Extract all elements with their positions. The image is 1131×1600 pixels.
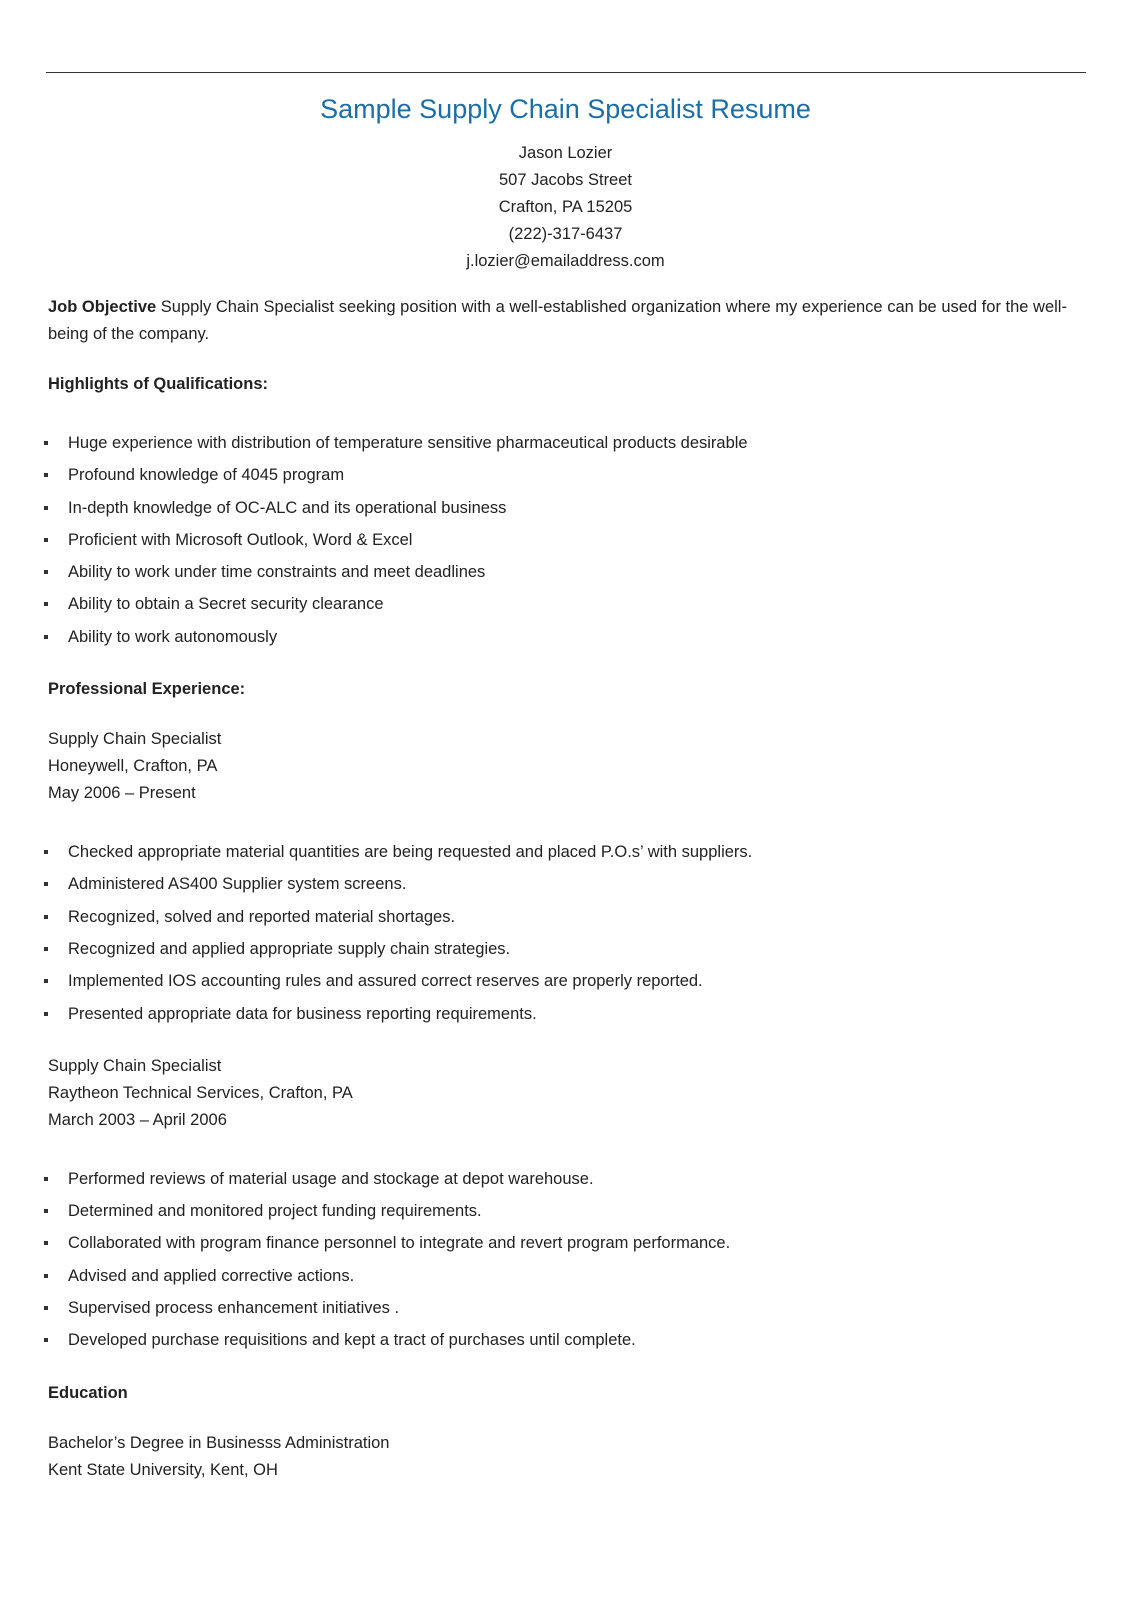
- list-item-text: Ability to work autonomously: [68, 627, 278, 646]
- contact-block: [0, 140, 1131, 275]
- bullet-icon: [44, 441, 48, 445]
- list-item: [48, 621, 1088, 653]
- list-item: [48, 965, 1088, 997]
- job-title: Supply Chain Specialist: [48, 730, 222, 749]
- contact-city-state-zip: Crafton, PA 15205: [498, 198, 633, 216]
- bullet-icon: [44, 473, 48, 477]
- bullet-icon: [44, 979, 48, 983]
- bullet-icon: [44, 506, 48, 510]
- bullet-icon: [44, 1241, 48, 1245]
- list-item: [48, 901, 1088, 933]
- list-item-text: Advised and applied corrective actions.: [68, 1266, 355, 1285]
- list-item: [48, 459, 1088, 491]
- list-item: [48, 1292, 1088, 1324]
- job-objective-label: Job Objective: [48, 298, 157, 316]
- list-item-text: Ability to work under time constraints and meet deadlines: [68, 563, 486, 582]
- list-item: [48, 836, 1088, 868]
- list-item-text: In-depth knowledge of OC-ALC and its operational business: [68, 498, 507, 517]
- bullet-icon: [44, 602, 48, 606]
- list-item: [48, 492, 1088, 524]
- education-entry: [48, 1430, 1088, 1484]
- highlights-list: [48, 427, 1088, 653]
- list-item-text: Profound knowledge of 4045 program: [68, 466, 345, 485]
- bullet-icon: [44, 947, 48, 951]
- list-item-text: Implemented IOS accounting rules and assured correct reserves are properly reported.: [68, 972, 703, 991]
- list-item: [48, 1195, 1088, 1227]
- list-item-text: Recognized, solved and reported material shortages.: [68, 907, 456, 926]
- list-item-text: Presented appropriate data for business reporting requirements.: [68, 1004, 537, 1023]
- list-item: [48, 1324, 1088, 1356]
- contact-email: j.lozier@emailaddress.com: [466, 252, 665, 270]
- bullet-icon: [44, 570, 48, 574]
- job-entry-1: [48, 726, 1088, 807]
- list-item-text: Recognized and applied appropriate supply chain strategies.: [68, 939, 511, 958]
- bullet-icon: [44, 1274, 48, 1278]
- list-item: [48, 1260, 1088, 1292]
- job-1-duties: [48, 836, 1088, 1030]
- list-item: [48, 588, 1088, 620]
- list-item-text: Checked appropriate material quantities are being requested and placed P.O.s’ with suppliers.: [68, 843, 753, 862]
- bullet-icon: [44, 850, 48, 854]
- list-item-text: Administered AS400 Supplier system screens.: [68, 875, 407, 894]
- list-item: [48, 1163, 1088, 1195]
- contact-street: 507 Jacobs Street: [499, 171, 632, 189]
- job-2-duties: [48, 1163, 1088, 1357]
- list-item-text: Huge experience with distribution of temperature sensitive pharmaceutical products desirable: [68, 434, 748, 452]
- bullet-icon: [44, 1209, 48, 1213]
- education-degree: Bachelor’s Degree in Businesss Administration: [48, 1433, 390, 1452]
- resume-title: Sample Supply Chain Specialist Resume: [320, 94, 811, 124]
- list-item-text: Supervised process enhancement initiatives .: [68, 1299, 400, 1318]
- job-dates: March 2003 – April 2006: [48, 1110, 227, 1129]
- resume-body: [48, 294, 1088, 1484]
- bullet-icon: [44, 538, 48, 542]
- list-item-text: Performed reviews of material usage and stockage at depot warehouse.: [68, 1169, 594, 1188]
- list-item: [48, 427, 1088, 459]
- job-company: Raytheon Technical Services, Crafton, PA: [48, 1083, 353, 1102]
- highlights-heading: Highlights of Qualifications:: [48, 375, 268, 393]
- job-objective: [48, 294, 1088, 348]
- list-item: [48, 1227, 1088, 1259]
- list-item-text: Developed purchase requisitions and kept a tract of purchases until complete.: [68, 1331, 636, 1350]
- job-title: Supply Chain Specialist: [48, 1056, 222, 1075]
- contact-name: Jason Lozier: [518, 144, 613, 162]
- bullet-icon: [44, 635, 48, 639]
- list-item-text: Ability to obtain a Secret security clearance: [68, 595, 384, 614]
- bullet-icon: [44, 1338, 48, 1342]
- bullet-icon: [44, 1177, 48, 1181]
- list-item-text: Collaborated with program finance personnel to integrate and revert program performance.: [68, 1234, 731, 1253]
- bullet-icon: [44, 1012, 48, 1016]
- job-objective-text: Supply Chain Specialist seeking position with a well-established organization where my experience can be used for the well-being of the company.: [48, 298, 1067, 343]
- job-company: Honeywell, Crafton, PA: [48, 757, 218, 776]
- top-divider: [46, 72, 1086, 73]
- education-school: Kent State University, Kent, OH: [48, 1460, 278, 1479]
- list-item: [48, 998, 1088, 1030]
- education-heading: Education: [48, 1383, 128, 1402]
- bullet-icon: [44, 1306, 48, 1310]
- bullet-icon: [44, 882, 48, 886]
- list-item: [48, 933, 1088, 965]
- bullet-icon: [44, 915, 48, 919]
- list-item: [48, 556, 1088, 588]
- contact-phone: (222)-317-6437: [508, 225, 623, 243]
- job-dates: May 2006 – Present: [48, 784, 196, 803]
- list-item: [48, 524, 1088, 556]
- list-item: [48, 868, 1088, 900]
- list-item-text: Determined and monitored project funding requirements.: [68, 1202, 482, 1221]
- experience-heading: Professional Experience:: [48, 680, 246, 699]
- list-item-text: Proficient with Microsoft Outlook, Word & Excel: [68, 530, 413, 549]
- job-entry-2: [48, 1053, 1088, 1134]
